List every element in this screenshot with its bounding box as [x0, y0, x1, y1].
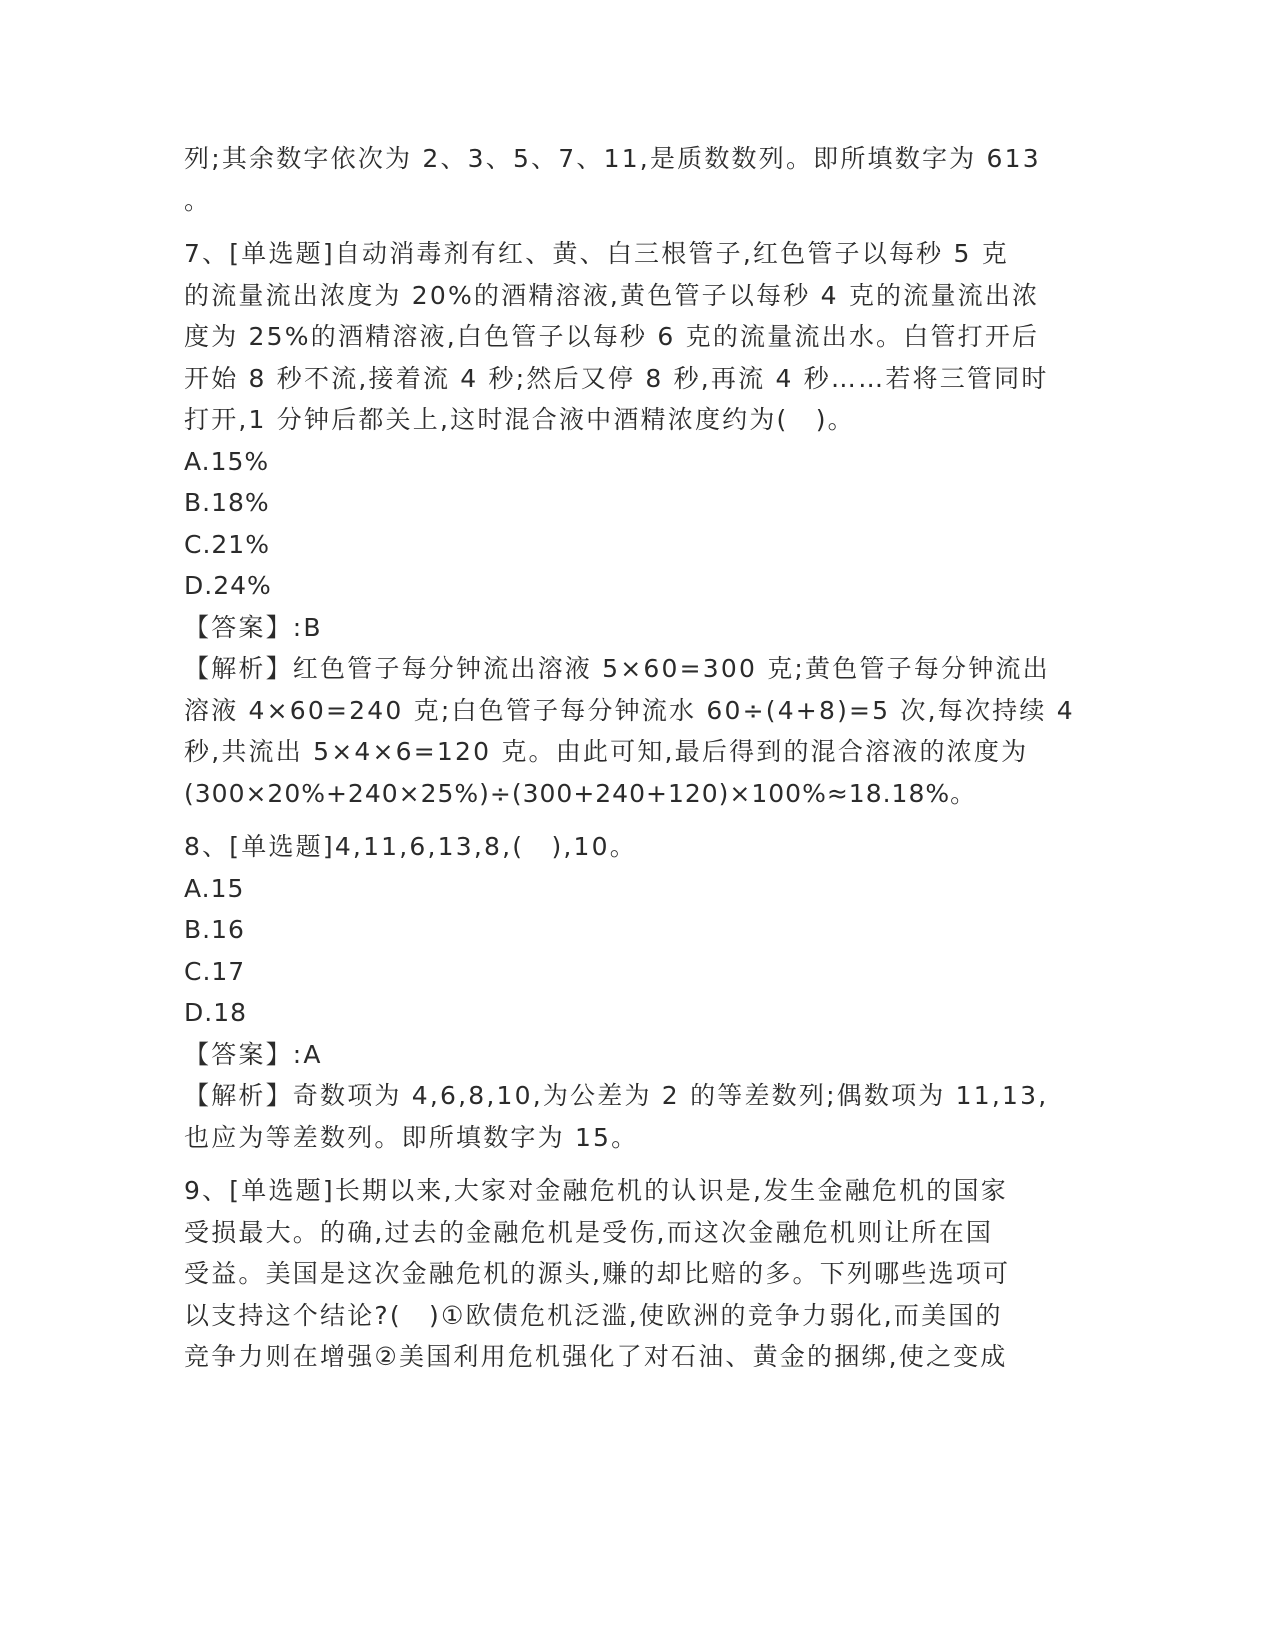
- text-line: 列;其余数字依次为 2、3、5、7、11,是质数数列。即所填数字为 613: [184, 144, 1041, 173]
- analysis-line: 也应为等差数列。即所填数字为 15。: [184, 1122, 639, 1152]
- option-c: C.17: [184, 956, 246, 986]
- question-stem-line: 7、[单选题]自动消毒剂有红、黄、白三根管子,红色管子以每秒 5 克: [184, 239, 1009, 268]
- question-stem-line: 竞争力则在增强②美国利用危机强化了对石油、黄金的捆绑,使之变成: [184, 1342, 1008, 1371]
- question-stem-line: 9、[单选题]长期以来,大家对金融危机的认识是,发生金融危机的国家: [184, 1176, 1008, 1205]
- analysis-line: 溶液 4×60=240 克;白色管子每分钟流水 60÷(4+8)=5 次,每次持续 4: [184, 695, 1075, 725]
- answer-line: 【答案】:A: [184, 1039, 323, 1069]
- option-c: C.21%: [184, 529, 270, 559]
- analysis-line: (300×20%+240×25%)÷(300+240+120)×100%≈18.18%。: [184, 778, 977, 808]
- option-b: B.18%: [184, 488, 270, 517]
- question-7: [184, 233, 1084, 814]
- question-8: [184, 826, 1084, 1158]
- option-b: B.16: [184, 915, 245, 944]
- question-stem-line: 以支持这个结论?( )①欧债危机泛滥,使欧洲的竞争力弱化,而美国的: [184, 1300, 1003, 1330]
- option-a: A.15: [184, 873, 245, 903]
- question-stem-line: 度为 25%的酒精溶液,白色管子以每秒 6 克的流量流出水。白管打开后: [184, 322, 1040, 351]
- option-d: D.24%: [184, 571, 272, 600]
- previous-analysis-continuation: [184, 138, 1084, 221]
- analysis-line: 秒,共流出 5×4×6=120 克。由此可知,最后得到的混合溶液的浓度为: [184, 737, 1029, 766]
- question-stem-line: 8、[单选题]4,11,6,13,8,( ),10。: [184, 832, 637, 861]
- question-stem-line: 打开,1 分钟后都关上,这时混合液中酒精浓度约为( )。: [184, 405, 855, 434]
- option-d: D.18: [184, 998, 248, 1027]
- text-line: 。: [184, 185, 212, 215]
- analysis-line: 【解析】奇数项为 4,6,8,10,为公差为 2 的等差数列;偶数项为 11,13,: [184, 1081, 1049, 1110]
- answer-line: 【答案】:B: [184, 612, 323, 642]
- document-page: [184, 138, 1084, 1378]
- question-stem-line: 开始 8 秒不流,接着流 4 秒;然后又停 8 秒,再流 4 秒……若将三管同时: [184, 363, 1049, 393]
- option-a: A.15%: [184, 446, 270, 476]
- analysis-line: 【解析】红色管子每分钟流出溶液 5×60=300 克;黄色管子每分钟流出: [184, 654, 1050, 683]
- question-stem-line: 受益。美国是这次金融危机的源头,赚的却比赔的多。下列哪些选项可: [184, 1259, 1011, 1288]
- question-stem-line: 受损最大。的确,过去的金融危机是受伤,而这次金融危机则让所在国: [184, 1217, 994, 1247]
- question-stem-line: 的流量流出浓度为 20%的酒精溶液,黄色管子以每秒 4 克的流量流出浓: [184, 280, 1040, 310]
- question-9: [184, 1170, 1084, 1378]
